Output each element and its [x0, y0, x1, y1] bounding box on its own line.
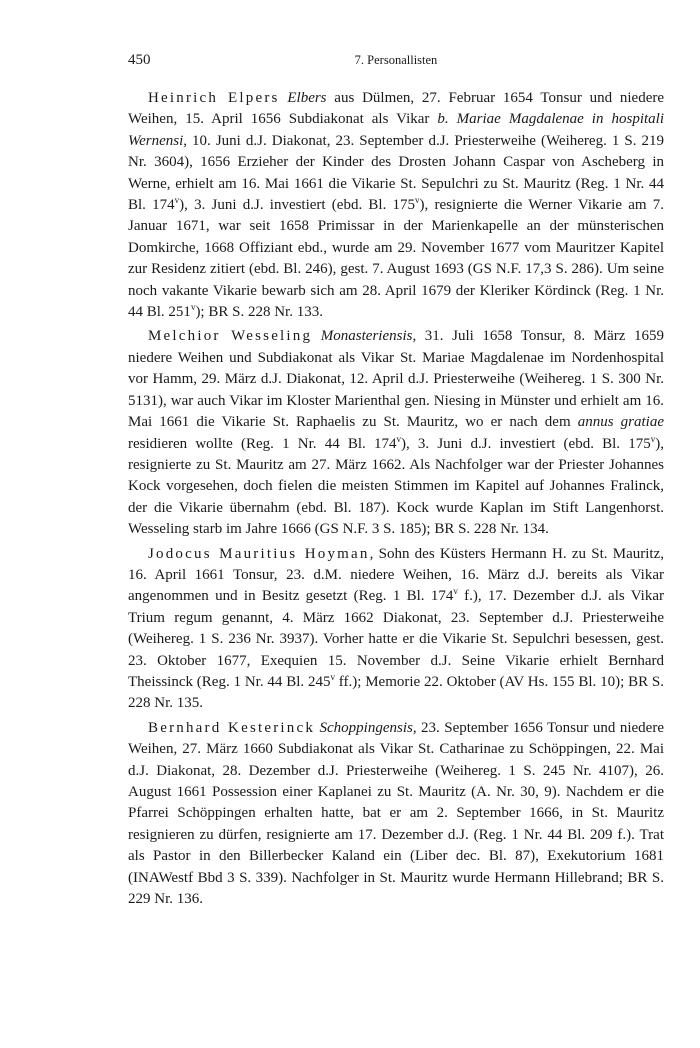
text-run: ), 3. Juni d.J. investiert (ebd. Bl. 175: [400, 435, 651, 452]
text-run: ff.); Memorie 22. Oktober (AV Hs. 155 Bl. 10); BR S. 228 Nr. 135.: [128, 673, 664, 712]
italic-term: Monasteriensis: [320, 328, 413, 345]
superscript-v: v: [650, 433, 656, 444]
entry: [128, 326, 664, 540]
text-run: f.), 17. Dezember d.J. als Vikar Trium regum genannt, 4. März 1662 Diakonat, 23. September d.J. Priesterweihe (Weihereg. 1 S. 236 Nr. 3937). Vorher hatte er die Vikarie St. Sepulchri besessen, gest. 23. Oktober 1677, Exequien 15. November d.J. Seine Vikarie erhielt Bernhard Theissinck (Reg. 1 Nr. 44 Bl. 245: [128, 588, 664, 690]
text-run: , 31. Juli 1658 Tonsur, 8. März 1659 niedere Weihen und Subdiakonat als Vikar St. Mariae Magdalenae im Nordenhospital vor Hamm, 29. März d.J. Diakonat, 12. April d.J. Priesterweihe (Weihereg. 1 S. 300 Nr. 5131), war auch Vikar im Kloster Marienthal gen. Niesing in Münster und erhielt am 16. Mai 1661 die Vikarie St. Raphaelis zu St. Mauritz, wo er nach dem: [128, 328, 664, 431]
entry: [128, 88, 664, 323]
text-run: [312, 328, 321, 344]
entry-name: Heinrich Elpers: [148, 90, 280, 106]
document-body: [128, 88, 664, 913]
entry-text: [128, 546, 664, 712]
text-run: ), resignierte die Werner Vikarie am 7. Januar 1671, war seit 1658 Primissar in der Marienkapelle an der münsterischen Domkirche, 1668 Offiziant ebd., wurde am 29. November 1677 vom Mauritzer Kapitel zur Residenz zitiert (ebd. Bl. 246), gest. 7. August 1693 (GS N.F. 17,3 S. 286). Um seine noch vakante Vikarie bewarb sich am 28. April 1679 der Kleriker Kördinck (Reg. 1 Nr. 44 Bl. 251: [128, 197, 664, 321]
italic-term: b. Mariae Magdalenae in hospitali Wernensi: [128, 111, 664, 149]
entry: [128, 544, 664, 715]
superscript-v: v: [453, 586, 458, 597]
text-run: ); BR S. 228 Nr. 133.: [195, 304, 323, 321]
italic-term: Elbers: [287, 90, 327, 106]
superscript-v: v: [174, 195, 180, 206]
italic-term: annus gratiae: [577, 414, 664, 431]
text-run: ), 3. Juni d.J. investiert (ebd. Bl. 175: [179, 197, 416, 214]
text-run: , Sohn des Küsters Hermann H. zu St. Mauritz, 16. April 1661 Tonsur, 23. d.M. niedere Weihen, 16. März d.J. bereits als Vikar angenommen und in Besitz gesetzt (Reg. 1 Bl. 174: [128, 545, 664, 605]
italic-term: Schoppingensis: [319, 719, 413, 736]
running-head: 7. Personallisten: [354, 53, 438, 67]
text-run: aus Dülmen, 27. Februar 1654 Tonsur und niedere Weihen, 15. April 1656 Subdiakonat als Vikar: [128, 90, 664, 128]
entry-text: [128, 328, 664, 537]
superscript-v: v: [415, 195, 420, 206]
entry-name: Jodocus Mauritius Hoyman: [148, 545, 370, 562]
superscript-v: v: [396, 433, 401, 444]
superscript-v: v: [190, 302, 196, 313]
superscript-v: v: [330, 671, 335, 682]
text-run: ), resignierte zu St. Mauritz am 27. März 1662. Als Nachfolger war der Priester Johannes Kock vorgesehen, doch fielen die meisten Stimmen im Kapitel auf Johannes Fralinck, der die Vikarie übernahm (ebd. Bl. 187). Kock wurde Kaplan im Stift Langenhorst. Wesseling starb im Jahre 1666 (GS N.F. 3 S. 185); BR S. 228 Nr. 134.: [128, 435, 664, 538]
text-run: , 10. Juni d.J. Diakonat, 23. September d.J. Priesterweihe (Weihereg. 1 S. 219 Nr. 3604), 1656 Erzieher der Kinder des Drosten Johann Caspar von Ascheberg in Werne, erhielt am 16. Mai 1661 die Vikarie St. Sepulchri zu St. Mauritz (Reg. 1 Nr. 44 Bl. 174: [128, 132, 664, 214]
entry-name: Bernhard Kesterinck: [148, 719, 316, 736]
page-number: 450: [128, 52, 151, 68]
entry: [128, 718, 664, 911]
entry-name: Melchior Wesseling: [148, 328, 313, 345]
text-run: residieren wollte (Reg. 1 Nr. 44 Bl. 174: [128, 435, 397, 452]
page-header: [128, 52, 664, 74]
entry-text: [128, 720, 664, 907]
entry-text: [128, 90, 664, 320]
text-run: , 23. September 1656 Tonsur und niedere Weihen, 27. März 1660 Subdiakonat als Vikar St. Catharinae zu Schöppingen, 22. Mai d.J. Diakonat, 28. Dezember d.J. Priesterweihe (Weihereg. 1 S. 245 Nr. 4107), 26. August 1661 Possession einer Kaplanei zu St. Mauritz (A. Nr. 30, 9). Nachdem er die Pfarrei Schöppingen erhalten hatte, bat er am 2. September 1666, in St. Mauritz resignieren zu dürfen, resignierte am 17. Dezember d.J. (Reg. 1 Nr. 44 Bl. 209 f.). Trat als Pastor in den Billerbecker Kaland ein (Liber dec. Bl. 87), Exekutorium 1681 (INAWestf Bbd 3 S. 339). Nachfolger in St. Mauritz wurde Hermann Hillebrand; BR S. 229 Nr. 136.: [128, 719, 664, 908]
